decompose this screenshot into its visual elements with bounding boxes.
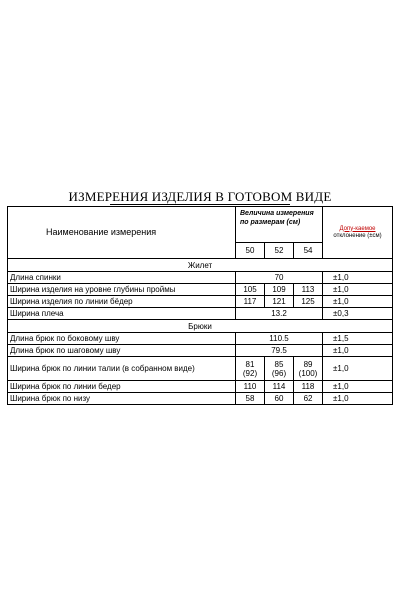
measurements-table: [7, 206, 393, 405]
table-row: [8, 345, 393, 357]
measurement-value: 81 (92): [236, 357, 265, 381]
table-row: [8, 381, 393, 393]
measurement-tolerance: ±1,0: [323, 345, 393, 357]
table-row: [8, 296, 393, 308]
table-row: [8, 308, 393, 320]
measurement-tolerance: ±1,0: [323, 272, 393, 284]
measurement-value: 62: [294, 393, 323, 405]
measurement-value: 89 (100): [294, 357, 323, 381]
size-50: 50: [236, 243, 265, 259]
table-row: [8, 333, 393, 345]
size-52: 52: [265, 243, 294, 259]
table-row: [8, 272, 393, 284]
measurement-value: 70: [236, 272, 323, 284]
section-label: Брюки: [8, 320, 393, 333]
measurement-tolerance: ±1,0: [323, 381, 393, 393]
header-name: Наименование измерения: [8, 207, 236, 259]
measurement-value: 109: [265, 284, 294, 296]
measurement-value: 105: [236, 284, 265, 296]
measurement-value: 58: [236, 393, 265, 405]
measurement-value: 118: [294, 381, 323, 393]
title-underline: [110, 204, 290, 205]
header-tolerance: [323, 207, 393, 259]
size-54: 54: [294, 243, 323, 259]
measurement-tolerance: ±1,0: [323, 357, 393, 381]
measurement-value: 13.2: [236, 308, 323, 320]
measurement-tolerance: ±1,0: [323, 393, 393, 405]
measurement-name: Ширина брюк по низу: [8, 393, 236, 405]
measurements-table-body: [8, 207, 393, 405]
table-row: [8, 393, 393, 405]
measurement-value: 85 (96): [265, 357, 294, 381]
section-label: Жилет: [8, 259, 393, 272]
measurement-value: 121: [265, 296, 294, 308]
measurement-name: Ширина брюк по линии бедер: [8, 381, 236, 393]
measurement-name: Ширина брюк по линии талии (в собранном виде): [8, 357, 236, 381]
measurement-value: 117: [236, 296, 265, 308]
measurement-name: Ширина плеча: [8, 308, 236, 320]
measurement-tolerance: ±1,0: [323, 296, 393, 308]
header-sizes: Величина измерения по размерам (см): [236, 207, 323, 243]
measurement-value: 60: [265, 393, 294, 405]
page-title: ИЗМЕРЕНИЯ ИЗДЕЛИЯ В ГОТОВОМ ВИДЕ: [68, 189, 332, 204]
measurement-tolerance: ±0,3: [323, 308, 393, 320]
table-row: [8, 284, 393, 296]
measurement-value: 79.5: [236, 345, 323, 357]
measurement-name: Ширина изделия на уровне глубины проймы: [8, 284, 236, 296]
section-row: [8, 259, 393, 272]
measurement-value: 110: [236, 381, 265, 393]
header-tolerance-b: отклонение (±см): [333, 232, 382, 239]
measurement-name: Ширина изделия по линии бёдер: [8, 296, 236, 308]
measurement-name: Длина брюк по боковому шву: [8, 333, 236, 345]
measurement-name: Длина брюк по шаговому шву: [8, 345, 236, 357]
table-row: [8, 357, 393, 381]
section-row: [8, 320, 393, 333]
header-row: [8, 207, 393, 243]
measurement-tolerance: ±1,5: [323, 333, 393, 345]
measurement-value: 114: [265, 381, 294, 393]
measurement-tolerance: ±1,0: [323, 284, 393, 296]
measurement-name: Длина спинки: [8, 272, 236, 284]
measurement-value: 113: [294, 284, 323, 296]
measurement-value: 110.5: [236, 333, 323, 345]
header-tolerance-a: Допу-каемое: [339, 225, 376, 232]
measurement-value: 125: [294, 296, 323, 308]
